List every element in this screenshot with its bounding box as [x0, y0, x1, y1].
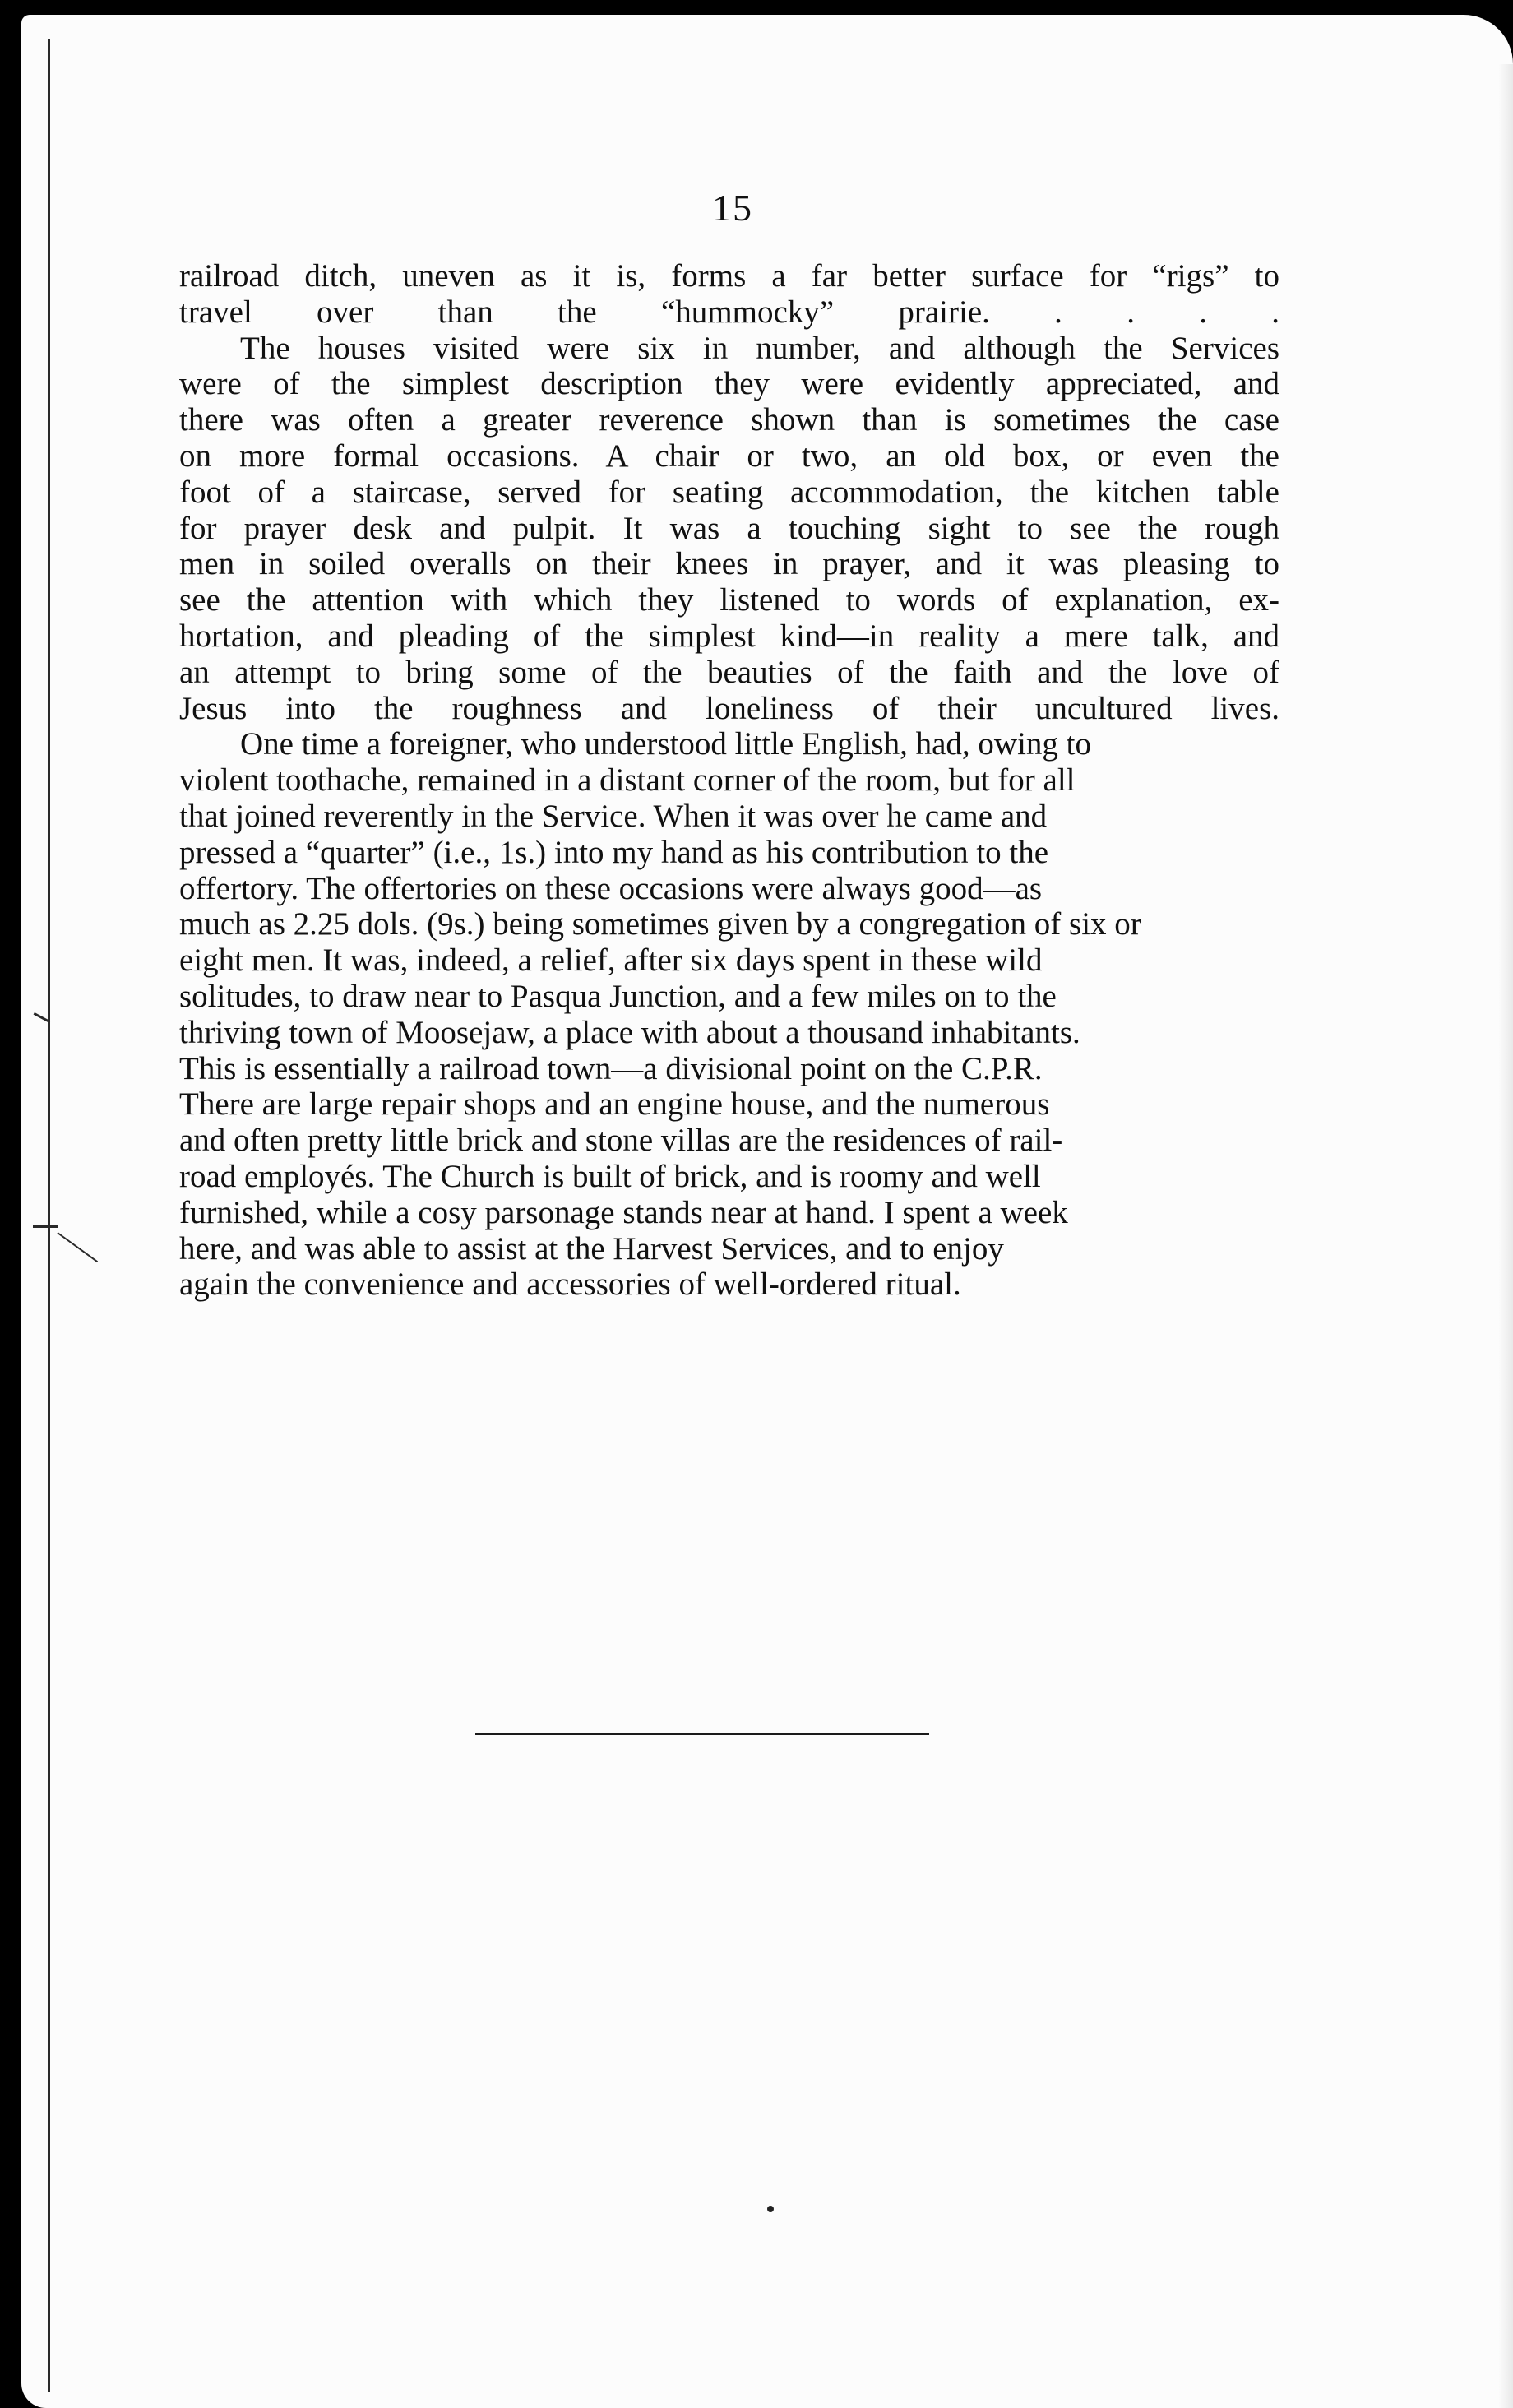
text-line: thriving town of Moosejaw, a place with about a thousand inhabitants. [179, 1014, 1080, 1050]
text-line: road employés. The Church is built of brick, and is roomy and well [179, 1158, 1041, 1194]
text-line: The houses visited were six in number, and although the Services [240, 330, 1279, 366]
text-line: see the attention with which they listened to words of explanation, ex- [179, 582, 1279, 618]
section-divider [475, 1733, 929, 1735]
book-page [21, 15, 1513, 2408]
print-speck [767, 2206, 774, 2212]
text-line: were of the simplest description they were evidently appreciated, and [179, 366, 1279, 402]
margin-tick-mark [33, 1225, 58, 1228]
page-binding-edge [48, 39, 50, 2392]
text-line: an attempt to bring some of the beauties of the faith and the love of [179, 654, 1279, 690]
text-line: This is essentially a railroad town—a divisional point on the C.P.R. [179, 1050, 1043, 1086]
text-line: foot of a staircase, served for seating accommodation, the kitchen table [179, 474, 1279, 510]
text-line: men in soiled overalls on their knees in prayer, and it was pleasing to [179, 546, 1279, 582]
text-line: again the convenience and accessories of well-ordered ritual. [179, 1267, 961, 1303]
text-line: Jesus into the roughness and loneliness of their uncultured lives. [179, 690, 1279, 726]
text-line: furnished, while a cosy parsonage stands near at hand. I spent a week [179, 1194, 1068, 1230]
text-line: offertory. The offertories on these occasions were always good—as [179, 870, 1043, 906]
text-line: much as 2.25 dols. (9s.) being sometimes given by a congregation of six or [179, 906, 1141, 942]
text-line: solitudes, to draw near to Pasqua Junction, and a few miles on to the [179, 978, 1057, 1014]
text-line: hortation, and pleading of the simplest kind—in reality a mere talk, and [179, 618, 1279, 654]
text-line: pressed a “quarter” (i.e., 1s.) into my hand as his contribution to the [179, 834, 1049, 870]
page-number: 15 [712, 187, 753, 229]
text-line: There are large repair shops and an engine house, and the numerous [179, 1086, 1050, 1123]
text-line: for prayer desk and pulpit. It was a touching sight to see the rough [179, 510, 1279, 546]
text-line: violent toothache, remained in a distant corner of the room, but for all [179, 762, 1076, 799]
text-line: that joined reverently in the Service. When it was over he came and [179, 798, 1048, 834]
text-line: eight men. It was, indeed, a relief, after six days spent in these wild [179, 942, 1043, 979]
text-line: here, and was able to assist at the Harvest Services, and to enjoy [179, 1230, 1004, 1267]
paragraph-1 [179, 258, 1279, 331]
text-line: railroad ditch, uneven as it is, forms a far better surface for “rigs” to [179, 258, 1279, 294]
paragraph-3 [179, 726, 1279, 1303]
text-line: One time a foreigner, who understood little English, had, owing to [240, 726, 1091, 762]
paragraph-2 [179, 331, 1279, 727]
page-edge-shadow [1498, 64, 1513, 2408]
text-line: and often pretty little brick and stone villas are the residences of rail- [179, 1123, 1063, 1159]
text-line: travel over than the “hummocky” prairie. . . . . [179, 294, 1279, 330]
text-line: on more formal occasions. A chair or two, an old box, or even the [179, 438, 1279, 474]
text-line: there was often a greater reverence shown than is sometimes the case [179, 402, 1279, 438]
body-text [179, 258, 1279, 1303]
margin-tick-mark [57, 1232, 98, 1262]
